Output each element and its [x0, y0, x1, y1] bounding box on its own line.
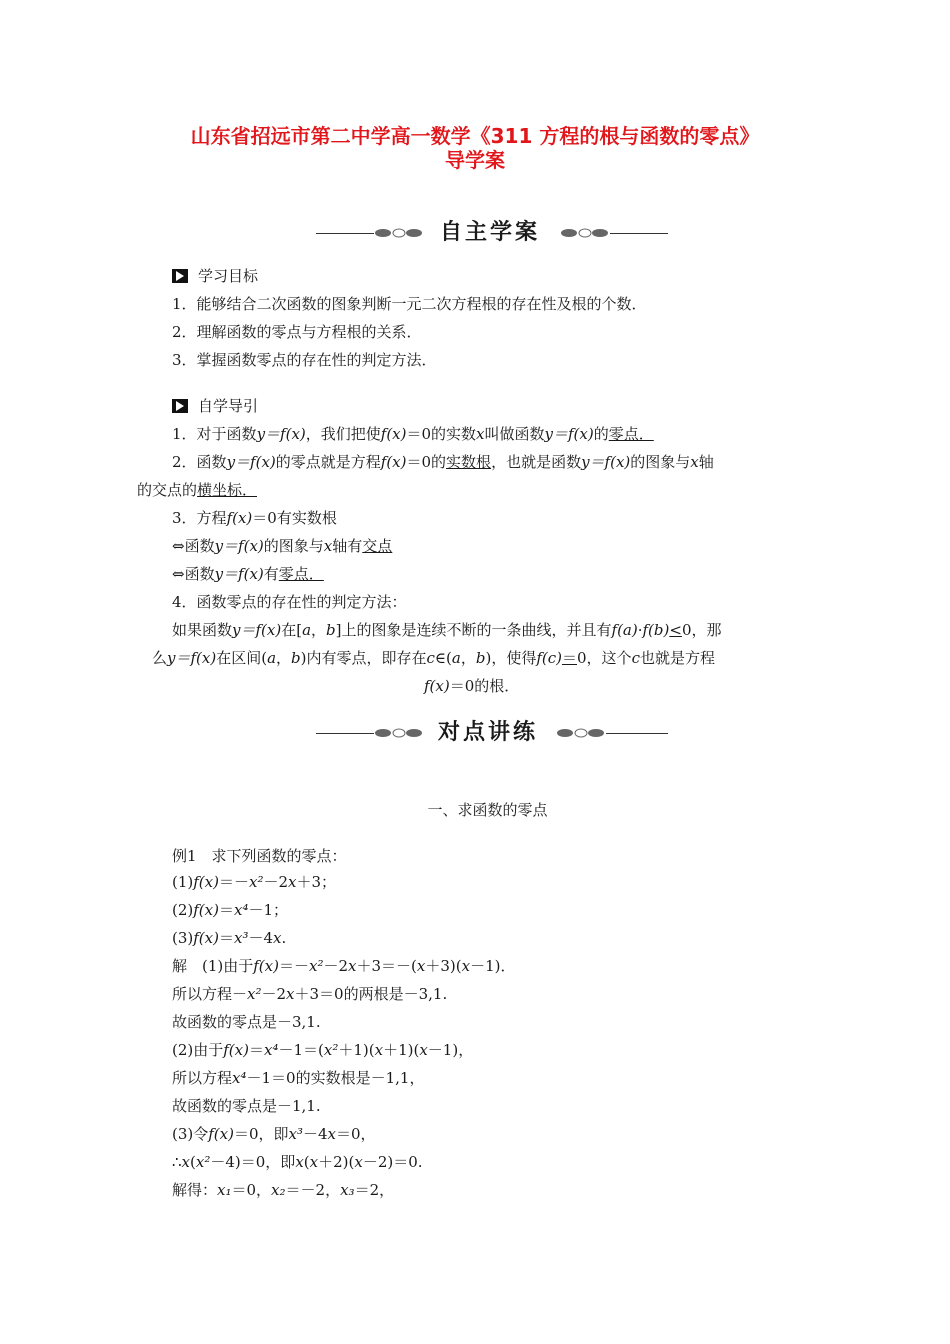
guide-item-3-equiv2: ⇔函数y＝f(x)有零点． — [172, 565, 324, 583]
guide-heading: 自学导引 — [172, 396, 258, 416]
fill-blank: 零点． — [608, 425, 654, 443]
goal-item: 1．能够结合二次函数的图象判断一元二次方程根的存在性及根的个数． — [172, 295, 647, 313]
guide-item-2-cont: 的交点的横坐标． — [137, 481, 258, 499]
example-intro: 例1 求下列函数的零点： — [172, 847, 347, 865]
ornament-icon — [374, 227, 424, 239]
section-title: 对点讲练 — [438, 720, 539, 745]
guide-item-3: 3．方程f(x)＝0有实数根 — [172, 509, 337, 527]
solution-line: (2)由于f(x)＝x⁴－1＝(x²＋1)(x＋1)(x－1)， — [172, 1041, 474, 1059]
example-question-1: (1)f(x)＝－x²－2x＋3； — [172, 873, 337, 891]
divider-line — [316, 233, 374, 234]
section-header-2 — [0, 718, 950, 748]
document-title: 山东省招远市第二中学高一数学《311 方程的根与函数的零点》 — [190, 124, 760, 148]
goals-heading: 学习目标 — [172, 266, 258, 286]
ornament-icon — [556, 727, 606, 739]
solution-line: (3)令f(x)＝0，即x³－4x＝0， — [172, 1125, 376, 1143]
subsection-heading: 一、求函数的零点 — [427, 801, 548, 819]
divider-line — [610, 233, 668, 234]
fill-blank: < — [669, 621, 682, 639]
solution-line: ∴x(x²－4)＝0，即x(x＋2)(x－2)＝0. — [172, 1153, 423, 1171]
guide-item-1: 1．对于函数y＝f(x)，我们把使f(x)＝0的实数x叫做函数y＝f(x)的零点． — [172, 425, 654, 443]
guide-item-3-equiv1: ⇔函数y＝f(x)的图象与x轴有交点 — [172, 537, 393, 555]
fill-blank: 零点． — [278, 565, 324, 583]
solution-line: 所以方程x⁴－1＝0的实数根是－1,1， — [172, 1069, 425, 1087]
play-flag-icon — [172, 269, 188, 283]
solution-line: 解 (1)由于f(x)＝－x²－2x＋3＝－(x＋3)(x－1)． — [172, 957, 516, 975]
theorem-line-3: f(x)＝0的根． — [424, 677, 520, 695]
ornament-icon — [560, 227, 610, 239]
fill-blank: ＝ — [562, 649, 578, 667]
goal-item: 2．理解函数的零点与方程根的关系． — [172, 323, 422, 341]
solution-line: 所以方程－x²－2x＋3＝0的两根是－3,1. — [172, 985, 448, 1003]
section-title: 自主学案 — [440, 220, 541, 245]
guide-item-2: 2．函数y＝f(x)的零点就是方程f(x)＝0的实数根，也就是函数y＝f(x)的图象与x轴 — [172, 453, 714, 471]
fill-blank: 横坐标． — [197, 481, 258, 499]
section-header-1 — [0, 218, 950, 248]
document-title-line2: 导学案 — [445, 148, 505, 172]
example-question-3: (3)f(x)＝x³－4x. — [172, 929, 287, 947]
fill-blank: 交点 — [362, 537, 393, 555]
solution-line: 故函数的零点是－1,1. — [172, 1097, 321, 1115]
divider-line — [606, 733, 668, 734]
goal-item: 3．掌握函数零点的存在性的判定方法． — [172, 351, 437, 369]
divider-line — [316, 733, 374, 734]
solution-line: 故函数的零点是－3,1. — [172, 1013, 321, 1031]
theorem-line-2: 么y＝f(x)在区间(a，b)内有零点，即存在c∈(a，b)，使得f(c)＝0，这个c也就是方程 — [152, 649, 715, 667]
guide-item-4: 4．函数零点的存在性的判定方法： — [172, 593, 407, 611]
theorem-line-1: 如果函数y＝f(x)在[a，b]上的图象是连续不断的一条曲线，并且有f(a)·f(b)<0，那 — [172, 621, 722, 639]
example-question-2: (2)f(x)＝x⁴－1； — [172, 901, 289, 919]
play-flag-icon — [172, 399, 188, 413]
solution-line: 解得：x₁＝0，x₂＝－2，x₃＝2， — [172, 1181, 395, 1199]
fill-blank: 实数根 — [446, 453, 492, 471]
ornament-icon — [374, 727, 424, 739]
